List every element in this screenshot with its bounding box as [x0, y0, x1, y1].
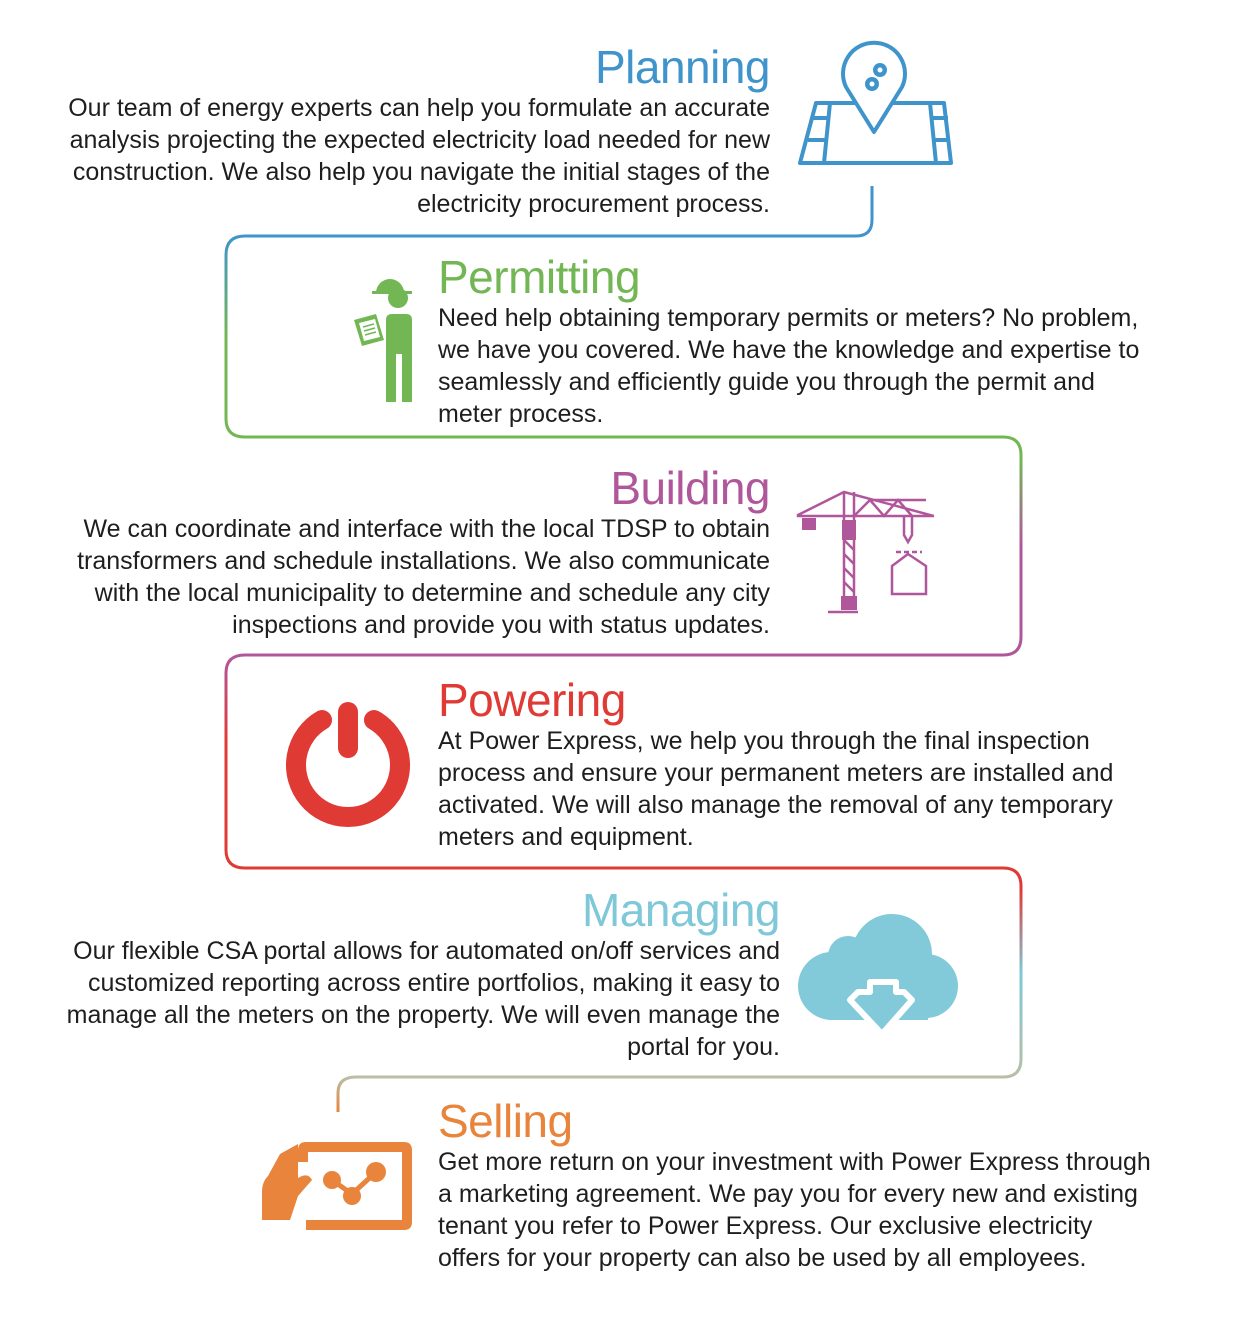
text-line: manage all the meters on the property. We will even manage the: [66, 1001, 780, 1029]
section-managing: [20, 885, 780, 1063]
section-permitting: [438, 252, 1218, 430]
text-line: with the local municipality to determine and schedule any city: [94, 579, 770, 607]
section-title: Powering: [438, 674, 626, 726]
inspector-clipboard-icon: [348, 276, 418, 404]
section-body: [20, 513, 770, 641]
section-body: [438, 1146, 1228, 1274]
section-title: Selling: [438, 1095, 573, 1147]
section-title: Planning: [594, 41, 770, 93]
text-line: activated. We will also manage the removal of any temporary: [438, 791, 1113, 819]
text-line: a marketing agreement. We pay you for every new and existing: [438, 1180, 1138, 1208]
text-line: meters and equipment.: [438, 823, 694, 851]
text-line: Our team of energy experts can help you formulate an accurate: [68, 94, 770, 122]
text-line: seamlessly and efficiently guide you through the permit and: [438, 368, 1095, 396]
power-icon: [284, 700, 414, 828]
section-body: [20, 92, 770, 220]
text-line: process and ensure your permanent meters are installed and: [438, 759, 1114, 787]
text-line: electricity procurement process.: [417, 190, 770, 218]
map-pin-gears-icon: [796, 40, 956, 170]
section-building: [20, 463, 770, 641]
text-line: offers for your property can also be used by all employees.: [438, 1244, 1087, 1272]
section-body: [20, 935, 780, 1063]
text-line: At Power Express, we help you through the final inspection: [438, 727, 1090, 755]
text-line: meter process.: [438, 400, 604, 428]
section-selling: [438, 1096, 1228, 1274]
text-line: we have you covered. We have the knowledge and expertise to: [438, 336, 1140, 364]
section-planning: [20, 42, 770, 220]
text-line: Our flexible CSA portal allows for automated on/off services and: [73, 937, 780, 965]
construction-crane-icon: [796, 490, 934, 616]
text-line: portal for you.: [627, 1033, 780, 1061]
section-powering: [438, 675, 1218, 853]
text-line: Get more return on your investment with Power Express through: [438, 1148, 1151, 1176]
text-line: Need help obtaining temporary permits or meters? No problem,: [438, 304, 1139, 332]
cloud-download-icon: [796, 910, 962, 1040]
connector-selling: [338, 1077, 356, 1112]
text-line: construction. We also help you navigate the initial stages of the: [72, 158, 770, 186]
text-line: customized reporting across entire portfolios, making it easy to: [88, 969, 780, 997]
text-line: inspections and provide you with status updates.: [232, 611, 770, 639]
text-line: We can coordinate and interface with the local TDSP to obtain: [83, 515, 770, 543]
tablet-chart-hand-icon: [258, 1140, 414, 1232]
section-body: [438, 725, 1218, 853]
text-line: analysis projecting the expected electricity load needed for new: [69, 126, 770, 154]
text-line: transformers and schedule installations. We also communicate: [77, 547, 770, 575]
section-title: Managing: [581, 884, 780, 936]
section-body: [438, 302, 1218, 430]
section-title: Permitting: [438, 251, 641, 303]
section-title: Building: [610, 462, 770, 514]
text-line: tenant you refer to Power Express. Our exclusive electricity: [438, 1212, 1093, 1240]
